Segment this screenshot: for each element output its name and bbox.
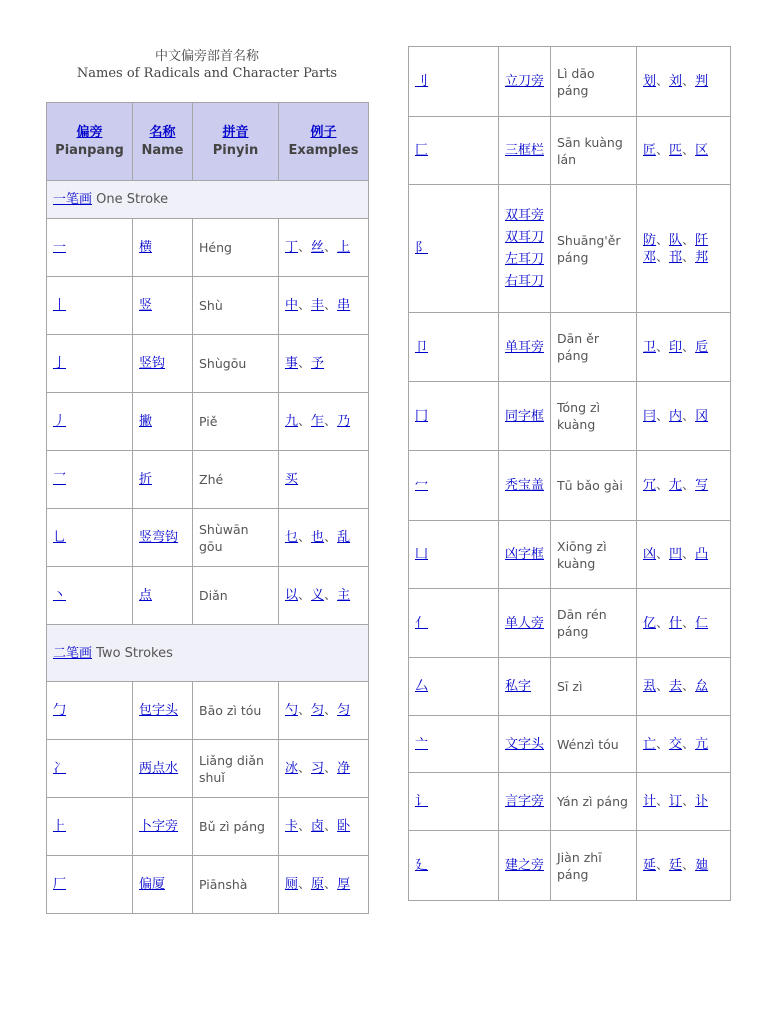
example-separator: 、 <box>682 232 696 248</box>
example-separator: 、 <box>682 74 696 89</box>
example-separator: 、 <box>298 530 312 545</box>
examples-cell <box>637 117 731 185</box>
example-link[interactable]: 予 <box>311 356 325 371</box>
examples-cell <box>637 589 731 658</box>
example-link[interactable]: 义 <box>311 588 325 603</box>
pinyin-cell: Sān kuàng lán <box>551 117 637 185</box>
example-link[interactable]: 廷 <box>669 858 683 873</box>
radical-link[interactable]: 廴 <box>415 858 429 873</box>
table-row <box>47 393 369 451</box>
name-link[interactable]: 左耳刀 <box>505 251 545 267</box>
pinyin-cell: Jiàn zhī páng <box>551 831 637 901</box>
pinyin-cell: Shuāng'ěr páng <box>551 185 637 313</box>
name-link[interactable]: 秃宝盖 <box>505 478 545 493</box>
example-link[interactable]: 主 <box>337 588 351 603</box>
radical-cell <box>47 682 133 740</box>
name-link[interactable]: 折 <box>139 472 153 487</box>
name-link[interactable]: 竖弯钩 <box>139 530 179 545</box>
example-separator: 、 <box>682 249 696 265</box>
radical-link[interactable]: 亅 <box>53 356 67 371</box>
examples-cell <box>279 219 369 277</box>
table-row <box>409 382 731 451</box>
example-separator: 、 <box>324 240 338 255</box>
pinyin-cell: Piě <box>193 393 279 451</box>
radical-cell <box>409 521 499 589</box>
table-row <box>409 451 731 521</box>
radical-cell <box>47 856 133 914</box>
example-link[interactable]: 冈 <box>695 408 709 424</box>
header-examples: 例子 Examples <box>279 103 369 181</box>
example-separator: 、 <box>656 339 670 355</box>
name-link[interactable]: 双耳刀 <box>505 229 545 245</box>
header-row <box>47 103 369 181</box>
table-row <box>409 185 731 313</box>
example-link[interactable]: 亿 <box>643 615 657 631</box>
radical-link[interactable]: 阝 <box>415 241 429 256</box>
radical-link[interactable]: 厂 <box>53 877 67 892</box>
example-separator: 、 <box>298 703 312 718</box>
name-link[interactable]: 竖 <box>139 298 153 313</box>
example-separator: 、 <box>324 298 338 313</box>
example-separator: 、 <box>656 232 670 248</box>
example-link[interactable]: 邗 <box>669 249 683 265</box>
name-link[interactable]: 同字框 <box>505 408 545 424</box>
name-cell <box>499 451 551 521</box>
example-separator: 、 <box>324 703 338 718</box>
table-row <box>47 856 369 914</box>
section-two-strokes-label: Two Strokes <box>92 645 173 661</box>
example-link[interactable]: 卤 <box>311 819 325 834</box>
name-cell <box>499 831 551 901</box>
example-separator: 、 <box>656 794 670 809</box>
example-link[interactable]: 仁 <box>695 615 709 631</box>
name-cell <box>499 589 551 658</box>
name-link[interactable]: 包字头 <box>139 703 179 718</box>
example-separator: 、 <box>656 547 670 562</box>
name-link[interactable]: 文字头 <box>505 736 545 752</box>
pinyin-cell: Tū bǎo gài <box>551 451 637 521</box>
examples-cell <box>637 773 731 831</box>
example-link[interactable]: 凶 <box>643 547 657 562</box>
example-separator: 、 <box>656 408 670 424</box>
pinyin-cell: Héng <box>193 219 279 277</box>
example-separator: 、 <box>324 761 338 776</box>
table-row <box>409 716 731 773</box>
table-row <box>47 451 369 509</box>
name-link[interactable]: 立刀旁 <box>505 74 545 89</box>
example-link[interactable]: 买 <box>285 472 299 487</box>
example-separator: 、 <box>656 143 670 158</box>
section-one-stroke: 一笔画 One Stroke <box>47 181 369 219</box>
example-separator: 、 <box>656 615 670 631</box>
pinyin-cell: Dān rén páng <box>551 589 637 658</box>
example-separator: 、 <box>682 794 696 809</box>
example-separator: 、 <box>656 74 670 89</box>
name-cell <box>133 509 193 567</box>
examples-cell <box>637 47 731 117</box>
example-link[interactable]: 卡 <box>285 819 299 834</box>
example-separator: 、 <box>298 588 312 603</box>
pinyin-cell: Yán zì páng <box>551 773 637 831</box>
example-separator: 、 <box>656 679 670 694</box>
header-examples-link[interactable]: 例子 <box>310 124 337 140</box>
radical-cell <box>47 567 133 625</box>
table-row <box>47 277 369 335</box>
example-link[interactable]: 匹 <box>669 143 683 158</box>
pinyin-cell: Dān ěr páng <box>551 313 637 382</box>
name-cell <box>133 335 193 393</box>
example-link[interactable]: 卫 <box>643 339 657 355</box>
example-link[interactable]: 中 <box>285 298 299 313</box>
name-cell <box>499 47 551 117</box>
example-link[interactable]: 什 <box>669 615 683 631</box>
example-separator: 、 <box>656 249 670 265</box>
example-separator: 、 <box>682 143 696 158</box>
pinyin-cell: Tóng zì kuàng <box>551 382 637 451</box>
name-cell <box>133 451 193 509</box>
section-row-two-strokes <box>47 625 369 682</box>
name-link[interactable]: 单人旁 <box>505 615 545 631</box>
header-pinyin-link[interactable]: 拼音 <box>222 124 249 140</box>
example-link[interactable]: 冃 <box>643 408 657 424</box>
examples-cell <box>279 856 369 914</box>
examples-cell <box>279 277 369 335</box>
examples-cell <box>637 831 731 901</box>
pinyin-cell: Bāo zì tóu <box>193 682 279 740</box>
name-cell <box>133 856 193 914</box>
example-link[interactable]: 净 <box>337 761 351 776</box>
example-link[interactable]: 卧 <box>337 819 351 834</box>
example-link[interactable]: 厽 <box>695 679 709 694</box>
example-link[interactable]: 交 <box>669 736 683 752</box>
radical-cell <box>47 451 133 509</box>
radical-cell <box>47 740 133 798</box>
name-cell <box>133 567 193 625</box>
radical-link[interactable]: 丨 <box>53 298 67 313</box>
radical-link[interactable]: 丿 <box>53 414 67 429</box>
example-link[interactable]: 防 <box>643 232 657 248</box>
table-row <box>409 773 731 831</box>
example-link[interactable]: 延 <box>643 858 657 873</box>
name-link[interactable]: 点 <box>139 588 153 603</box>
name-cell <box>499 521 551 589</box>
example-link[interactable]: 冗 <box>643 478 657 493</box>
example-link[interactable]: 乃 <box>337 414 351 429</box>
name-cell <box>133 277 193 335</box>
example-link[interactable]: 订 <box>669 794 683 809</box>
name-cell <box>133 219 193 277</box>
examples-cell <box>637 716 731 773</box>
example-link[interactable]: 匠 <box>643 143 657 158</box>
example-link[interactable]: 邓 <box>643 249 657 265</box>
example-link[interactable]: 厕 <box>285 877 299 892</box>
name-cell <box>499 313 551 382</box>
name-link[interactable]: 建之旁 <box>505 858 545 873</box>
radical-link[interactable]: 冂 <box>415 408 429 424</box>
radical-link[interactable]: 乛 <box>53 472 67 487</box>
examples-cell <box>279 798 369 856</box>
radical-cell <box>409 451 499 521</box>
example-link[interactable]: 尢 <box>669 478 683 493</box>
name-link[interactable]: 两点水 <box>139 761 179 776</box>
header-name: 名称 Name <box>133 103 193 181</box>
examples-cell <box>279 740 369 798</box>
radical-cell <box>409 185 499 313</box>
example-link[interactable]: 乜 <box>285 530 299 545</box>
example-link[interactable]: 内 <box>669 408 683 424</box>
example-separator: 、 <box>656 858 670 873</box>
example-link[interactable]: 上 <box>337 240 351 255</box>
radical-link[interactable]: 冖 <box>415 478 429 493</box>
example-link[interactable]: 亢 <box>695 736 709 752</box>
example-link[interactable]: 廸 <box>695 858 709 873</box>
example-link[interactable]: 卮 <box>695 339 709 355</box>
name-link[interactable]: 撇 <box>139 414 153 429</box>
table-row <box>409 521 731 589</box>
pinyin-cell: Bǔ zì páng <box>193 798 279 856</box>
example-separator: 、 <box>324 588 338 603</box>
radical-cell <box>409 831 499 901</box>
radical-cell <box>409 716 499 773</box>
table-row <box>47 567 369 625</box>
radical-link[interactable]: 一 <box>53 240 67 255</box>
examples-cell <box>279 393 369 451</box>
example-link[interactable]: 乱 <box>337 530 351 545</box>
radical-link[interactable]: 亠 <box>415 736 429 752</box>
example-link[interactable]: 划 <box>643 74 657 89</box>
radical-cell <box>47 335 133 393</box>
example-link[interactable]: 匀 <box>311 703 325 718</box>
example-separator: 、 <box>324 530 338 545</box>
example-link[interactable]: 阡 <box>695 232 709 248</box>
example-link[interactable]: 丁 <box>285 240 299 255</box>
section-two-strokes <box>47 625 369 682</box>
radical-link[interactable]: 匚 <box>415 143 429 158</box>
example-link[interactable]: 写 <box>695 478 709 493</box>
name-link[interactable]: 横 <box>139 240 153 255</box>
pinyin-cell: Sī zì <box>551 658 637 716</box>
example-separator: 、 <box>298 414 312 429</box>
table-row <box>47 740 369 798</box>
header-pianpang-link[interactable]: 偏旁 <box>76 124 103 140</box>
example-link[interactable]: 以 <box>285 588 299 603</box>
table-caption <box>46 48 368 82</box>
example-link[interactable]: 判 <box>695 74 709 89</box>
example-link[interactable]: 厚 <box>337 877 351 892</box>
example-separator: 、 <box>298 877 312 892</box>
radical-link[interactable]: 勹 <box>53 703 67 718</box>
example-separator: 、 <box>682 736 696 752</box>
examples-cell <box>279 682 369 740</box>
caption-chinese: 中文偏旁部首名称 <box>154 49 259 64</box>
example-link[interactable]: 丝 <box>311 240 325 255</box>
examples-cell <box>279 335 369 393</box>
section-one-stroke-link[interactable]: 一笔画 <box>53 192 93 207</box>
radical-cell <box>47 277 133 335</box>
name-cell <box>133 682 193 740</box>
pinyin-cell: Shùgōu <box>193 335 279 393</box>
example-separator: 、 <box>682 339 696 355</box>
example-separator: 、 <box>682 858 696 873</box>
pinyin-cell: Liǎng diǎn shuǐ <box>193 740 279 798</box>
pinyin-cell: Diǎn <box>193 567 279 625</box>
radical-link[interactable]: 刂 <box>415 74 429 89</box>
caption-english: Names of Radicals and Character Parts <box>76 66 338 81</box>
name-cell <box>499 773 551 831</box>
example-separator: 、 <box>298 240 312 255</box>
example-link[interactable]: 串 <box>337 298 351 313</box>
example-separator: 、 <box>656 478 670 493</box>
example-link[interactable]: 邦 <box>695 249 709 265</box>
table-row <box>47 682 369 740</box>
name-link[interactable]: 竖钩 <box>139 356 166 371</box>
table-row <box>409 658 731 716</box>
example-separator: 、 <box>298 298 312 313</box>
example-link[interactable]: 事 <box>285 356 299 371</box>
table-row <box>409 589 731 658</box>
radical-cell <box>409 47 499 117</box>
examples-cell <box>637 521 731 589</box>
example-separator: 、 <box>682 679 696 694</box>
radical-link[interactable]: 乚 <box>53 530 67 545</box>
example-separator: 、 <box>682 547 696 562</box>
radical-link[interactable]: 亻 <box>415 615 429 631</box>
name-cell <box>499 117 551 185</box>
examples-cell <box>279 451 369 509</box>
table-row <box>409 117 731 185</box>
table-row <box>409 313 731 382</box>
name-link[interactable]: 单耳旁 <box>505 339 545 355</box>
table-row <box>409 831 731 901</box>
example-link[interactable]: 也 <box>311 530 325 545</box>
example-link[interactable]: 印 <box>669 339 683 355</box>
name-link[interactable]: 凶字框 <box>505 547 545 562</box>
example-separator: 、 <box>324 819 338 834</box>
radical-cell <box>47 509 133 567</box>
example-link[interactable]: 凸 <box>695 547 709 562</box>
pinyin-cell: Wénzì tóu <box>551 716 637 773</box>
pinyin-cell: Zhé <box>193 451 279 509</box>
section-row-one-stroke <box>47 181 369 219</box>
examples-cell <box>637 313 731 382</box>
example-link[interactable]: 讣 <box>695 794 709 809</box>
radical-cell <box>409 589 499 658</box>
radicals-table-right <box>408 46 731 901</box>
table-row <box>47 335 369 393</box>
header-pianpang: 偏旁 Pianpang <box>47 103 133 181</box>
examples-cell <box>637 382 731 451</box>
radical-cell <box>47 219 133 277</box>
example-link[interactable]: 刘 <box>669 74 683 89</box>
header-pinyin: 拼音 Pinyin <box>193 103 279 181</box>
example-separator: 、 <box>324 414 338 429</box>
example-separator: 、 <box>682 478 696 493</box>
example-link[interactable]: 勺 <box>285 703 299 718</box>
radical-cell <box>47 393 133 451</box>
header-name-link[interactable]: 名称 <box>149 124 176 140</box>
name-cell <box>133 740 193 798</box>
example-link[interactable]: 亡 <box>643 736 657 752</box>
example-link[interactable]: 九 <box>285 414 299 429</box>
example-link[interactable]: 冰 <box>285 761 299 776</box>
name-cell <box>499 658 551 716</box>
radical-link[interactable]: 讠 <box>415 794 429 809</box>
example-link[interactable]: 计 <box>643 794 657 809</box>
example-separator: 、 <box>324 877 338 892</box>
pinyin-cell: Piānshà <box>193 856 279 914</box>
radical-link[interactable]: ⺊ <box>53 819 67 834</box>
radical-cell <box>409 313 499 382</box>
name-link[interactable]: 右耳刀 <box>505 273 545 289</box>
radical-link[interactable]: 冫 <box>53 761 67 776</box>
radical-link[interactable]: 厶 <box>415 679 429 694</box>
name-link[interactable]: 双耳旁 <box>505 207 545 223</box>
radical-cell <box>409 658 499 716</box>
name-cell <box>499 382 551 451</box>
example-link[interactable]: 厾 <box>643 679 657 694</box>
example-separator: 、 <box>682 615 696 631</box>
pinyin-cell: Xiōng zì kuàng <box>551 521 637 589</box>
name-link[interactable]: 私字 <box>505 679 532 694</box>
example-separator: 、 <box>298 356 312 371</box>
example-link[interactable]: 习 <box>311 761 325 776</box>
table-row <box>47 509 369 567</box>
radical-cell <box>409 773 499 831</box>
example-link[interactable]: 区 <box>695 143 709 158</box>
pinyin-cell: Lì dāo páng <box>551 47 637 117</box>
pinyin-cell: Shùwān gōu <box>193 509 279 567</box>
radicals-table-left <box>46 102 369 914</box>
example-link[interactable]: 乍 <box>311 414 325 429</box>
name-cell <box>499 716 551 773</box>
table-row <box>409 47 731 117</box>
examples-cell <box>279 509 369 567</box>
name-link[interactable]: 偏厦 <box>139 877 166 892</box>
name-cell <box>133 393 193 451</box>
examples-cell <box>637 451 731 521</box>
table-row <box>47 219 369 277</box>
name-link[interactable]: 卜字旁 <box>139 819 179 834</box>
table-row <box>47 798 369 856</box>
name-link[interactable]: 三框栏 <box>505 143 545 158</box>
example-link[interactable]: 丰 <box>311 298 325 313</box>
name-cell <box>499 185 551 313</box>
name-link[interactable]: 言字旁 <box>505 794 545 809</box>
radical-cell <box>409 382 499 451</box>
radical-cell <box>409 117 499 185</box>
radical-cell <box>47 798 133 856</box>
example-separator: 、 <box>298 819 312 834</box>
example-link[interactable]: 原 <box>311 877 325 892</box>
radical-link[interactable]: 丶 <box>53 588 67 603</box>
example-link[interactable]: 凹 <box>669 547 683 562</box>
name-cell <box>133 798 193 856</box>
examples-cell <box>637 185 731 313</box>
pinyin-cell: Shù <box>193 277 279 335</box>
example-separator: 、 <box>682 408 696 424</box>
examples-cell <box>637 658 731 716</box>
example-link[interactable]: 队 <box>669 232 683 248</box>
radical-link[interactable]: 卩 <box>415 339 429 355</box>
example-separator: 、 <box>656 736 670 752</box>
examples-cell <box>279 567 369 625</box>
radical-link[interactable]: 凵 <box>415 547 429 562</box>
example-link[interactable]: 去 <box>669 679 683 694</box>
example-link[interactable]: 匀 <box>337 703 351 718</box>
section-two-strokes-link[interactable]: 二笔画 <box>53 645 93 661</box>
example-separator: 、 <box>298 761 312 776</box>
